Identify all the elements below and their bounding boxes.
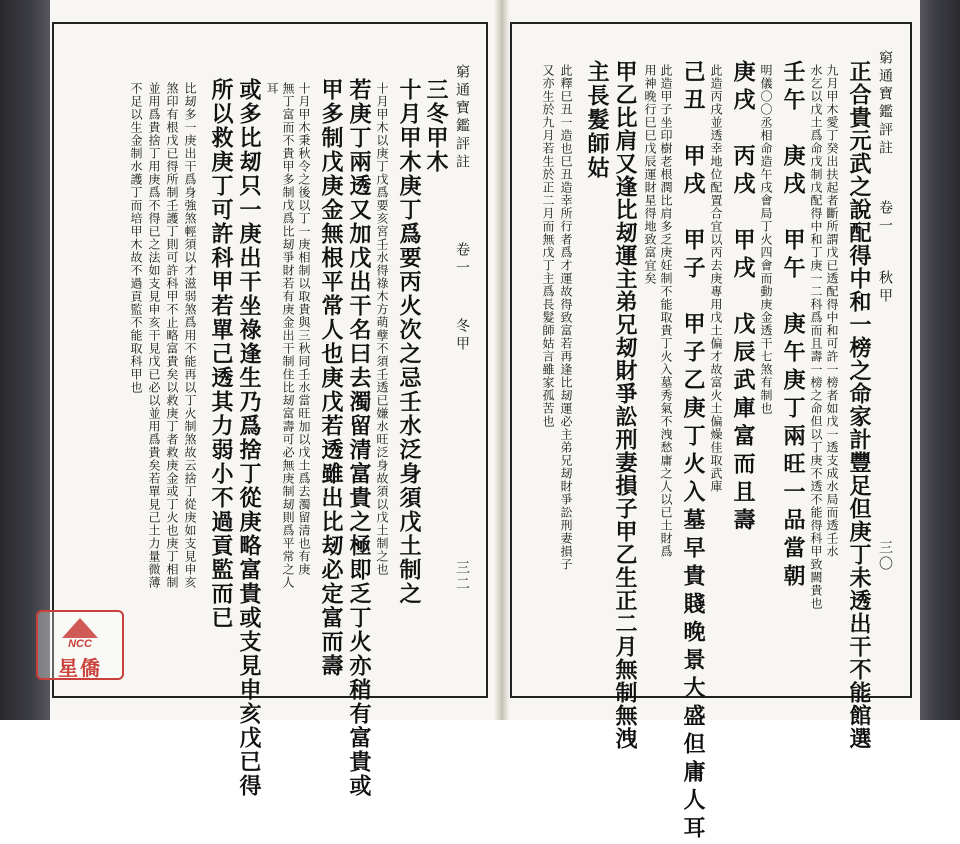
- pillars-row: 己丑 甲戌 甲子 甲子乙庚丁火入墓早貴賤晚景大盛但庸人耳: [680, 60, 706, 844]
- left-chapter-section: 冬甲: [454, 318, 470, 354]
- commentary-column: 十月甲木秉秋令之後以丁一庚相制以取貴與三秋同壬水當旺加以戊土爲去濁留清也有庚: [297, 82, 311, 576]
- commentary-column: 煞印有根戊已得所制壬護丁則可許科甲不止略富貴矣以救庚丁者救庚金或丁火也庚丁相制: [165, 82, 179, 589]
- right-chapter-header: 卷一: [877, 200, 893, 236]
- commentary-column: 水乞以戊土爲命戊制戊配得中和丁庚一二科爲而且壽一榜之命但以丁庚不透不能得科甲致闕貴也: [809, 64, 823, 610]
- commentary-column: 用神晚行巳巳戊辰運財星得地致富宜矣: [643, 64, 657, 285]
- pillars-row: 壬午 庚戌 甲午 庚午庚丁兩旺一品當朝: [780, 60, 806, 592]
- text-column: 正合貴元武之說配得中和一榜之命家計豐足但庚丁未透出干不能館選: [846, 60, 872, 750]
- commentary-column: 九月甲木愛丁癸出扶起者斷所謂戊已透配得中和可許一榜者如戊一透支成水局而透壬水: [825, 64, 839, 558]
- stamp-label-en: NCC: [68, 638, 92, 650]
- right-cover-edge: [920, 0, 960, 720]
- text-column: 若庚丁兩透又加戊出干名曰去濁留清富貴之極即乏丁火亦稍有富貴或: [346, 78, 372, 798]
- mountain-logo-icon: [62, 618, 98, 638]
- right-running-title: 窮通寶鑑評註: [877, 50, 893, 158]
- commentary-column: 此釋巳丑一造也巳丑造幸所行者爲才運故得致富若再逢比刼運必主弟兄刼財爭訟刑妻損子: [559, 64, 573, 571]
- commentary-column: 並用爲貴捨丁用庚爲不得已之法如支見申亥干見戊已必以並用爲貴矣若單見己土力量微薄: [147, 82, 161, 589]
- text-column: 甲乙比肩又逢比刼運主弟兄刼財爭訟刑妻損子甲乙生正二月無制無洩: [612, 60, 638, 750]
- text-column: 十月甲木庚丁爲要丙火次之忌壬水泛身須戊土制之: [396, 78, 422, 606]
- stamp-label-cn: 星僑: [58, 656, 102, 680]
- commentary-column: 十月甲木以庚丁戊爲要亥宮壬水得祿木方萌孽不須壬透已嫌水旺泛身故須以戊土制之也: [375, 82, 389, 576]
- left-running-title: 窮通寶鑑評註: [454, 64, 470, 172]
- watermark-stamp: [36, 610, 124, 680]
- text-column: 甲多制戊庚金無根平常人也庚戊若透雖出比刼必定富而壽: [318, 78, 344, 678]
- commentary-column: 明儀〇〇丞相命造午戌會局丁火四會而動庚金透干七煞有制也: [759, 64, 773, 415]
- text-column: 主長髮師姑: [584, 60, 610, 180]
- section-heading: 三冬甲木: [423, 78, 449, 174]
- commentary-column: 無丁富而不貴甲多制戊爲比刼爭財若有庚金出干制住比刼富壽可必無庚制刼則爲平常之人: [281, 82, 295, 589]
- commentary-column: 此造丙戌並透幸地位配置合宜以丙去庚專用戊土偏才故富火土偏燥佳取武庫: [709, 64, 723, 493]
- commentary-column: 又亦生於九月若生於正二月而無戊丁主爲長髮師姑言雖家孤苦也: [541, 64, 555, 428]
- commentary-column: 耳: [265, 82, 279, 95]
- text-column: 所以救庚丁可許科甲若單己透其力弱小不過貢監而已: [208, 78, 234, 630]
- right-chapter-section: 秋甲: [877, 270, 893, 306]
- commentary-column: 比刼多一庚出干爲身強煞輕須以才滋弱煞爲用不能再以丁火制煞故云捨丁從庚如支見申亥: [183, 82, 197, 589]
- commentary-column: 不足以生金制水護丁而培甲木故不過貢監不能取科甲也: [129, 82, 143, 394]
- book-spine: [494, 0, 510, 720]
- commentary-column: 此造甲子坐印樹老根潤比肩多乏庚妊制不能取貴丁火入墓秀氣不洩愁庸之人以已土財爲: [659, 64, 673, 558]
- pillars-row: 庚戌 丙戌 甲戌 戊辰武庫富而且壽: [730, 60, 756, 536]
- right-page-number: 三〇: [877, 540, 893, 572]
- left-chapter-header: 卷一: [454, 242, 470, 278]
- text-column: 或多比刼只一庚出干坐祿逢生乃爲捨丁從庚略富貴或支見申亥戊已得: [236, 78, 262, 798]
- left-page-number: 三二: [454, 560, 470, 592]
